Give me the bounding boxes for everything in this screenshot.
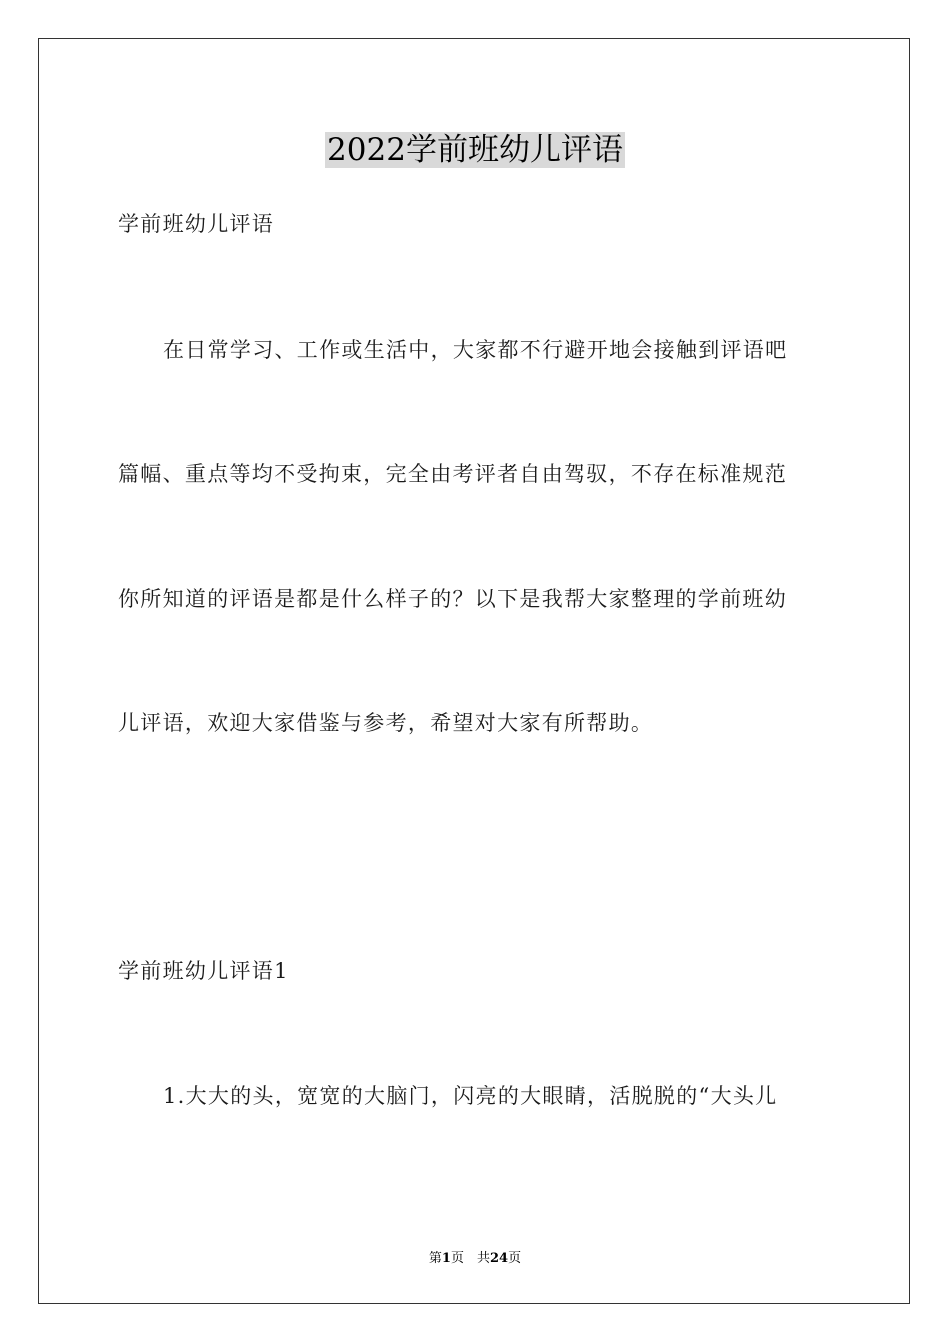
section-heading: 学前班幼儿评语1 <box>118 959 289 983</box>
intro-line-4: 儿评语，欢迎大家借鉴与参考，希望对大家有所帮助。 <box>118 711 654 735</box>
footer-page-number: 1 <box>441 1251 451 1266</box>
footer-page-total: 24 <box>489 1251 509 1266</box>
intro-line-1: 在日常学习、工作或生活中，大家都不行避开地会接触到评语吧 <box>163 338 788 362</box>
page-footer <box>0 1247 950 1266</box>
footer-prefix: 第 <box>428 1251 442 1266</box>
intro-line-3: 你所知道的评语是都是什么样子的？以下是我帮大家整理的学前班幼 <box>118 587 787 611</box>
document-title-text: 2022学前班幼儿评语 <box>327 132 623 168</box>
document-subtitle: 学前班幼儿评语 <box>118 212 275 236</box>
footer-mid: 页 共 <box>450 1251 490 1266</box>
intro-line-2: 篇幅、重点等均不受拘束，完全由考评者自由驾驭，不存在标准规范 <box>118 462 787 486</box>
footer-suffix: 页 <box>508 1251 522 1266</box>
document-title <box>0 128 950 172</box>
section-line-1: 1.大大的头，宽宽的大脑门，闪亮的大眼睛，活脱脱的“大头儿 <box>163 1084 778 1108</box>
